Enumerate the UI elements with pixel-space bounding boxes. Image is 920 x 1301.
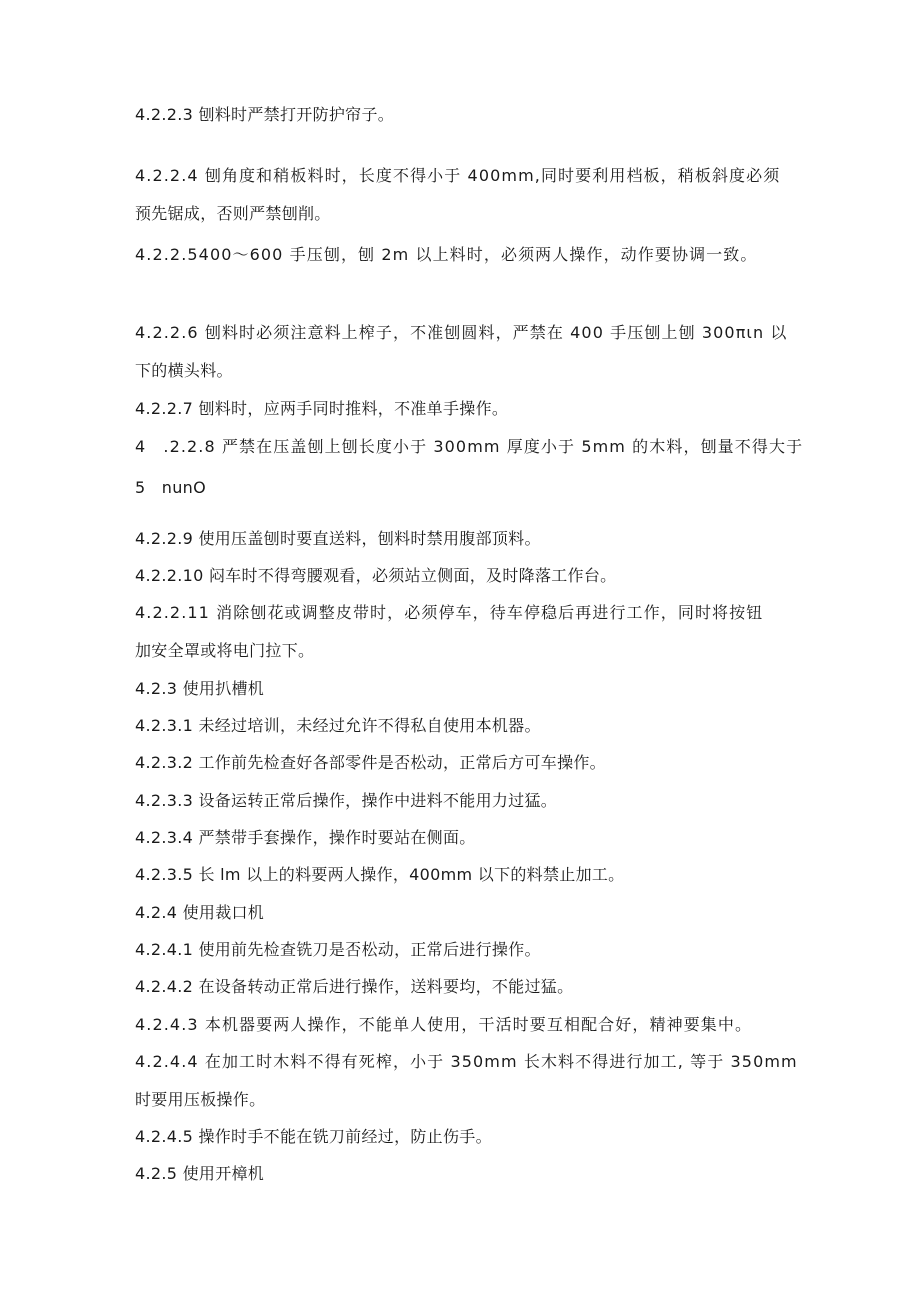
paragraph-4-2-2-5: 4.2.2.5400～600 手压刨，刨 2m 以上料时，必须两人操作，动作要协调一致。 <box>135 245 758 264</box>
paragraph-4-2-4-1: 4.2.4.1 使用前先检查铣刀是否松动，正常后进行操作。 <box>135 940 541 959</box>
paragraph-4-2-2-7: 4.2.2.7 刨料时，应两手同时推料，不准单手操作。 <box>135 399 509 418</box>
paragraph-4-2-4-4-line-2: 时要用压板操作。 <box>135 1090 266 1109</box>
paragraph-4-2-4-2: 4.2.4.2 在设备转动正常后进行操作，送料要均，不能过猛。 <box>135 977 574 996</box>
paragraph-4-2-2-9: 4.2.2.9 使用压盖刨时要直送料，刨料时禁用腹部顶料。 <box>135 529 541 548</box>
paragraph-4-2-4-5: 4.2.4.5 操作时手不能在铣刀前经过，防止伤手。 <box>135 1127 492 1146</box>
paragraph-4-2-2-4-line-1: 4.2.2.4 刨角度和稍板料时，长度不得小于 400mm,同时要利用档板，稍板斜度必须 <box>135 166 781 185</box>
paragraph-4-2-2-8-line-1: 4 .2.2.8 严禁在压盖刨上刨长度小于 300mm 厚度小于 5mm 的木料，刨量不得大于 <box>135 437 804 456</box>
paragraph-4-2-2-3: 4.2.2.3 刨料时严禁打开防护帘子。 <box>135 105 395 124</box>
section-heading-4-2-4: 4.2.4 使用裁口机 <box>135 903 265 922</box>
paragraph-4-2-2-8-line-2: 5 nunO <box>135 478 206 497</box>
paragraph-4-2-4-3: 4.2.4.3 本机器要两人操作，不能单人使用，干活时要互相配合好，精神要集中。 <box>135 1015 753 1034</box>
paragraph-4-2-2-11-line-1: 4.2.2.11 消除刨花或调整皮带时，必须停车，待车停稳后再进行工作，同时将按钮 <box>135 603 764 622</box>
paragraph-4-2-3-4: 4.2.3.4 严禁带手套操作，操作时要站在侧面。 <box>135 828 476 847</box>
paragraph-4-2-2-6-line-1: 4.2.2.6 刨料时必须注意料上榨子，不准刨圆料，严禁在 400 手压刨上刨 300πιn 以 <box>135 323 788 342</box>
paragraph-4-2-2-11-line-2: 加安全罩或将电门拉下。 <box>135 641 315 660</box>
paragraph-4-2-3-1: 4.2.3.1 未经过培训，未经过允许不得私自使用本机器。 <box>135 716 541 735</box>
paragraph-4-2-3-2: 4.2.3.2 工作前先检查好各部零件是否松动，正常后方可车操作。 <box>135 753 606 772</box>
paragraph-4-2-3-3: 4.2.3.3 设备运转正常后操作，操作中进料不能用力过猛。 <box>135 791 558 810</box>
paragraph-4-2-3-5: 4.2.3.5 长 lm 以上的料要两人操作，400mm 以下的料禁止加工。 <box>135 865 625 884</box>
paragraph-4-2-2-10: 4.2.2.10 闷车时不得弯腰观看，必须站立侧面，及时降落工作台。 <box>135 566 617 585</box>
section-heading-4-2-5: 4.2.5 使用开樟机 <box>135 1164 265 1183</box>
paragraph-4-2-2-6-line-2: 下的横头料。 <box>135 361 233 380</box>
paragraph-4-2-4-4-line-1: 4.2.4.4 在加工时木料不得有死榨，小于 350mm 长木料不得进行加工, 等于 350mm <box>135 1052 798 1071</box>
section-heading-4-2-3: 4.2.3 使用扒槽机 <box>135 679 265 698</box>
paragraph-4-2-2-4-line-2: 预先锯成，否则严禁刨削。 <box>135 204 331 223</box>
